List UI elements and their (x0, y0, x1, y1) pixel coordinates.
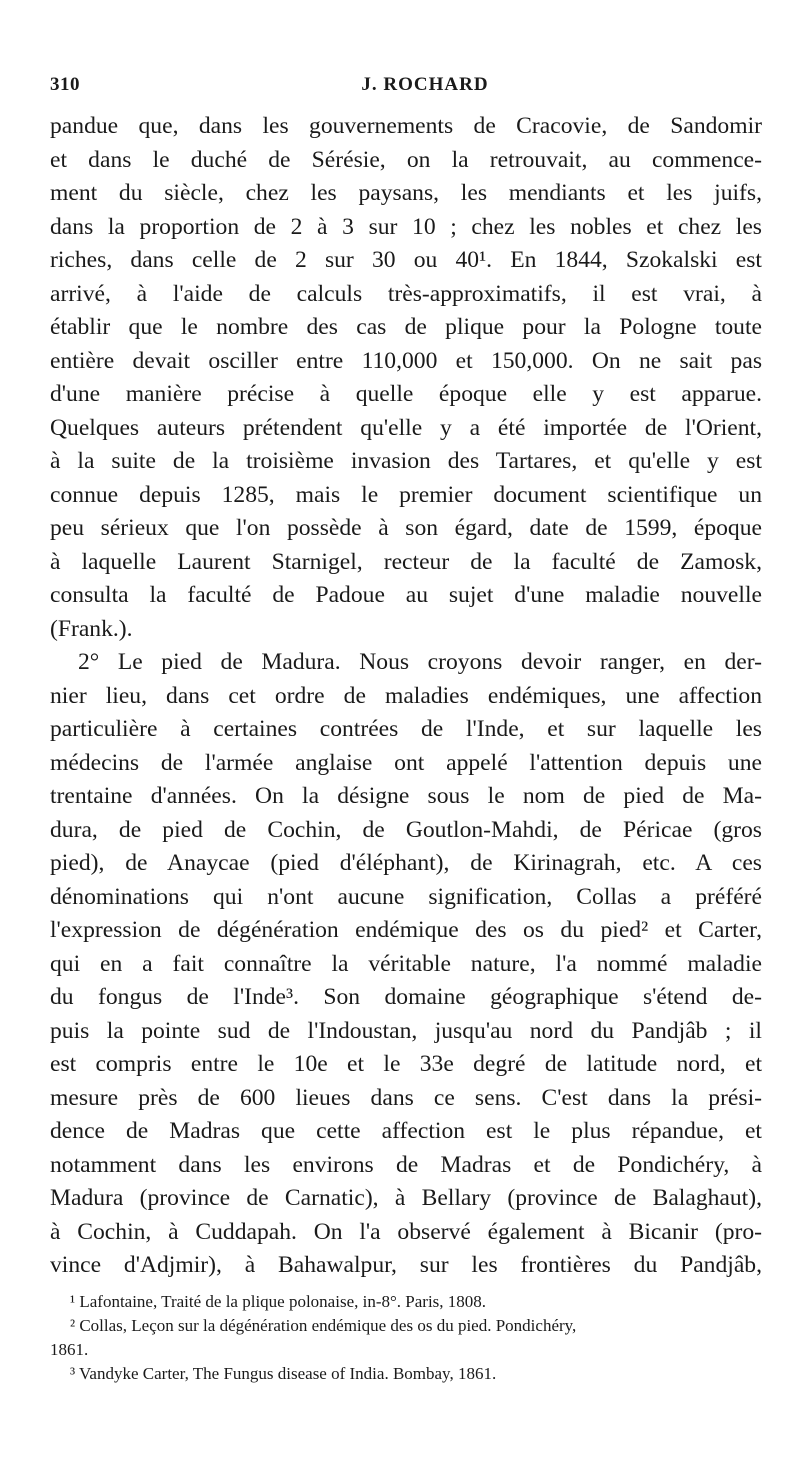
text-line: vince d'Adjmir), à Bahawalpur, sur les frontières du Pandjâb, (50, 1252, 762, 1278)
text-line: établir que le nombre des cas de plique pour la Pologne toute (50, 314, 762, 340)
text-line: peu sérieux que l'on possède à son égard, date de 1599, époque (50, 515, 762, 541)
text-line: nier lieu, dans cet ordre de maladies endémiques, une affection (50, 682, 762, 709)
text-line: particulière à certaines contrées de l'Inde, et sur laquelle les (50, 716, 762, 742)
footnote-2: ² Collas, Leçon sur la dégénération endémique des os du pied. Pondichéry, (70, 1316, 577, 1335)
text-line: médecins de l'armée anglaise ont appelé l'attention depuis une (50, 749, 762, 776)
text-line: consulta la faculté de Padoue au sujet d'une maladie nouvelle (50, 582, 762, 608)
section-heading-line: 2° Le pied de Madura. Nous croyons devoir ranger, en der- (78, 649, 762, 675)
text-line: ment du siècle, chez les paysans, les mendiants et les juifs, (50, 180, 762, 206)
text-line: et dans le duché de Sérésie, on la retrouvait, au commence- (50, 146, 762, 173)
text-line: l'expression de dégénération endémique des os du pied² et Carter, (50, 917, 762, 943)
text-line: puis la pointe sud de l'Indoustan, jusqu'au nord du Pandjâb ; il (50, 1017, 762, 1044)
footnote-3: ³ Vandyke Carter, The Fungus disease of India. Bombay, 1861. (70, 1364, 497, 1383)
text-line: à laquelle Laurent Starnigel, recteur de la faculté de Zamosk, (50, 548, 762, 575)
text-line: à la suite de la troisième invasion des Tartares, et qu'elle y est (50, 448, 762, 474)
text-line: dence de Madras que cette affection est le plus répandue, et (50, 1118, 762, 1144)
text-line: dénominations qui n'ont aucune signification, Collas a préféré (50, 883, 762, 910)
running-head (50, 74, 760, 104)
footnote-2-continued: 1861. (50, 1340, 89, 1359)
text-line: dans la proportion de 2 à 3 sur 10 ; chez les nobles et chez les (50, 213, 762, 240)
text-line: mesure près de 600 lieues dans ce sens. C'est dans la prési- (50, 1084, 762, 1111)
text-line: Quelques auteurs prétendent qu'elle y a été importée de l'Orient, (50, 414, 762, 441)
text-line: arrivé, à l'aide de calculs très-approximatifs, il est vrai, à (50, 280, 762, 307)
page-number: 310 (50, 74, 80, 95)
text-line: entière devait osciller entre 110,000 et 150,000. On ne sait pas (50, 347, 762, 374)
text-line: notamment dans les environs de Madras et de Pondichéry, à (50, 1151, 762, 1178)
text-line: connue depuis 1285, mais le premier document scientifique un (50, 481, 762, 508)
text-line: du fongus de l'Inde³. Son domaine géographique s'étend de- (50, 984, 762, 1010)
text-line: (Frank.). (50, 615, 133, 642)
text-line: à Cochin, à Cuddapah. On l'a observé également à Bicanir (pro- (50, 1218, 762, 1245)
text-line: d'une manière précise à quelle époque elle y est apparue. (50, 381, 762, 407)
text-line: qui en a fait connaître la véritable nature, l'a nommé maladie (50, 950, 762, 977)
text-line: riches, dans celle de 2 sur 30 ou 40¹. En 1844, Szokalski est (50, 247, 762, 273)
text-line: est compris entre le 10e et le 33e degré de latitude nord, et (50, 1051, 762, 1077)
footnotes (50, 1290, 762, 1386)
text-line: pandue que, dans les gouvernements de Cracovie, de Sandomir (50, 113, 762, 139)
text-line: pied), de Anaycae (pied d'éléphant), de Kirinagrah, etc. A ces (50, 850, 762, 876)
text-line: Madura (province de Carnatic), à Bellary (province de Balaghaut), (50, 1185, 762, 1211)
running-head-author: J. ROCHARD (361, 74, 489, 95)
footnote-1: ¹ Lafontaine, Traité de la plique polonaise, in-8°. Paris, 1808. (70, 1292, 487, 1311)
body-text (50, 110, 762, 1283)
text-line: trentaine d'années. On la désigne sous le nom de pied de Ma- (50, 783, 762, 809)
text-line: dura, de pied de Cochin, de Goutlon-Mahdi, de Péricae (gros (50, 816, 762, 843)
